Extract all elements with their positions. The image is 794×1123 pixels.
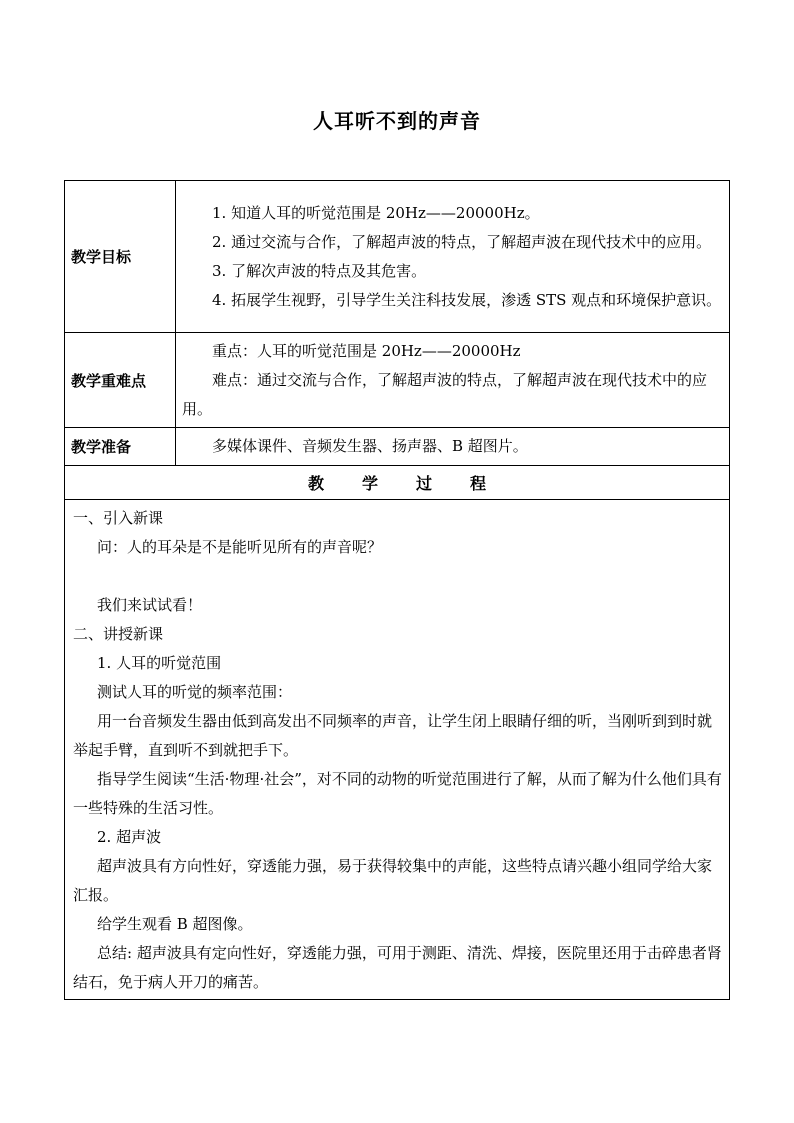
section-heading: 二、讲授新课: [73, 625, 164, 643]
prep-row: [65, 428, 730, 466]
process-body-row: [65, 500, 730, 1000]
goals-content: [176, 181, 730, 333]
process-line: 问：人的耳朵是不是能听见所有的声音呢？: [97, 538, 383, 556]
section-heading: 一、引入新课: [73, 509, 164, 527]
process-line: 测试人耳的听觉的频率范围：: [97, 683, 293, 701]
keypoints-row: [65, 333, 730, 428]
process-heading-row: [65, 466, 730, 500]
process-line: 指导学生阅读“生活·物理·社会”，对不同的动物的听觉范围进行了解，从而了解为什么他们具有一些特殊的生活习性。: [73, 770, 722, 817]
process-line: 总结: 超声波具有定向性好，穿透能力强，可用于测距、清洗、焊接，医院里还用于击碎患者肾结石，免于病人开刀的痛苦。: [73, 944, 722, 991]
keypoints-content: [176, 333, 730, 428]
goal-item: 4. 拓展学生视野，引导学生关注科技发展，渗透 STS 观点和环境保护意识。: [212, 290, 722, 309]
process-line: 超声波具有方向性好，穿透能力强，易于获得较集中的声能，这些特点请兴趣小组同学给大家汇报。: [73, 857, 713, 904]
process-heading: [65, 466, 730, 500]
heading-char: 过: [416, 474, 433, 493]
goal-item: 2. 通过交流与合作，了解超声波的特点，了解超声波在现代技术中的应用。: [212, 232, 712, 251]
process-content: [65, 500, 730, 1000]
keypoints-label: 教学重难点: [65, 333, 176, 428]
spacer: [73, 562, 723, 591]
heading-char: 程: [470, 474, 487, 493]
goals-row: [65, 181, 730, 333]
document-title: 人耳听不到的声音: [313, 109, 481, 133]
keypoint-item: 难点：通过交流与合作，了解超声波的特点，了解超声波在现代技术中的应用。: [182, 370, 708, 418]
heading-char: 学: [361, 474, 378, 493]
goal-item: 3. 了解次声波的特点及其危害。: [212, 261, 427, 280]
process-line: 用一台音频发生器由低到高发出不同频率的声音，让学生闭上眼睛仔细的听，当刚听到到时就举起手臂，直到听不到就把手下。: [73, 712, 713, 759]
process-line: 我们来试试看！: [97, 596, 203, 614]
process-line: 给学生观看 B 超图像。: [97, 915, 253, 933]
heading-char: 教: [307, 474, 324, 493]
keypoint-item: 重点：人耳的听觉范围是 20Hz——20000Hz: [212, 341, 521, 360]
subsection-heading: 2. 超声波: [97, 828, 162, 846]
prep-content: [176, 428, 730, 466]
lesson-plan-table: [64, 180, 730, 1000]
prep-label: 教学准备: [65, 428, 176, 466]
subsection-heading: 1. 人耳的听觉范围: [97, 654, 222, 672]
goals-label: 教学目标: [65, 181, 176, 333]
goal-item: 1. 知道人耳的听觉范围是 20Hz——20000Hz。: [212, 203, 540, 222]
prep-text: 多媒体课件、音频发生器、扬声器、B 超图片。: [212, 437, 528, 455]
